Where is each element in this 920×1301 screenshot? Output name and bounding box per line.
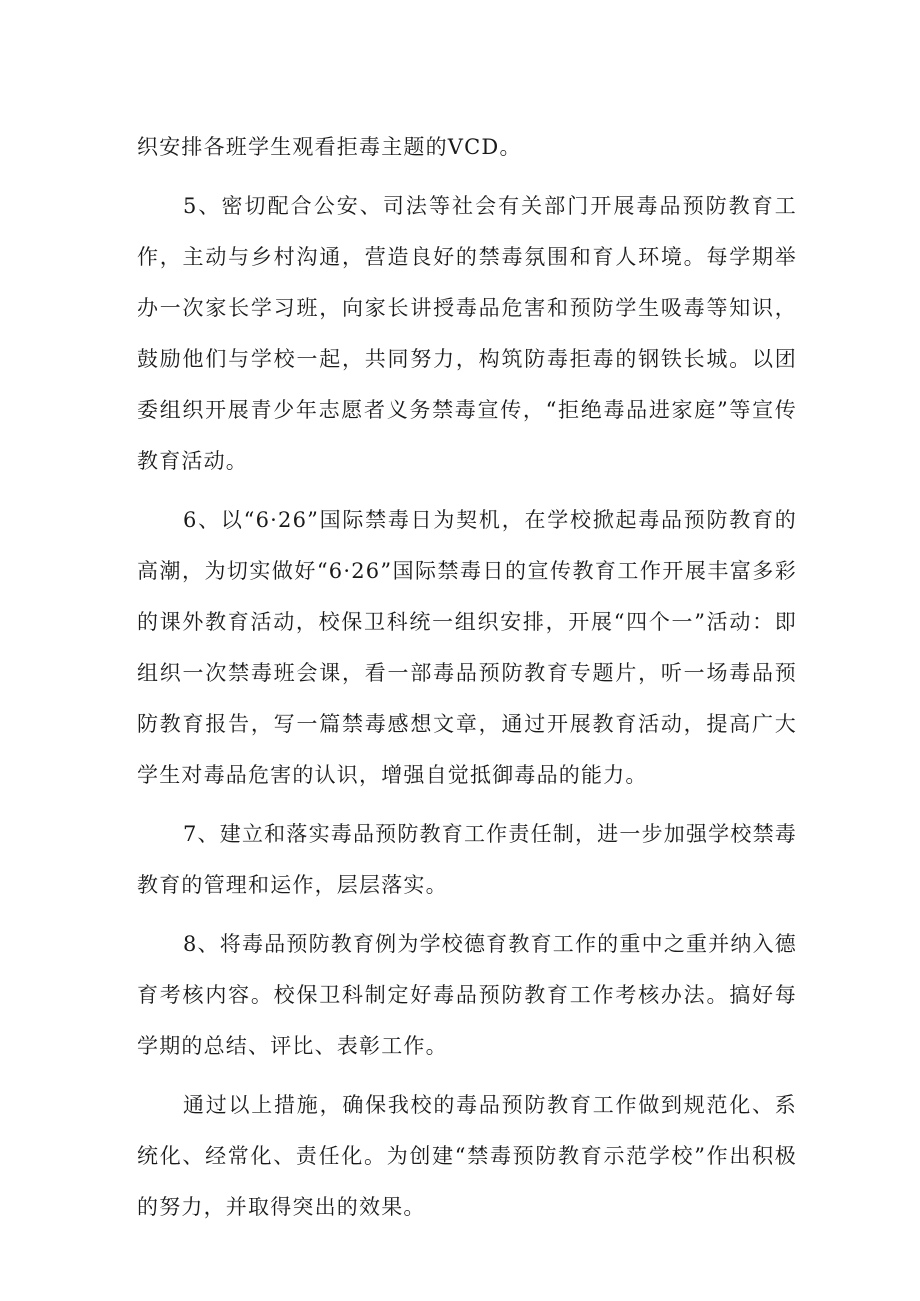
paragraph-continuation: 织安排各班学生观看拒毒主题的VCD。 [137, 135, 522, 159]
paragraph-item-7: 7、建立和落实毒品预防教育工作责任制，进一步加强学校禁毒教育的管理和运作，层层落实。 [137, 822, 797, 897]
document-body [137, 122, 797, 1233]
paragraph-conclusion: 通过以上措施，确保我校的毒品预防教育工作做到规范化、系统化、经常化、责任化。为创建“禁毒预防教育示范学校”作出积极的努力，并取得突出的效果。 [137, 1093, 797, 1219]
paragraph-item-8: 8、将毒品预防教育例为学校德育教育工作的重中之重并纳入德育考核内容。校保卫科制定好毒品预防教育工作考核办法。搞好每学期的总结、评比、表彰工作。 [137, 932, 797, 1058]
paragraph-item-6: 6、以“6·26”国际禁毒日为契机，在学校掀起毒品预防教育的高潮，为切实做好“6·26”国际禁毒日的宣传教育工作开展丰富多彩的课外教育活动，校保卫科统一组织安排，开展“四个一”活动：即组织一次禁毒班会课，看一部毒品预防教育专题片，听一场毒品预防教育报告，写一篇禁毒感想文章，通过开展教育活动，提高广大学生对毒品危害的认识，增强自觉抵御毒品的能力。 [137, 508, 797, 787]
paragraph-item-5: 5、密切配合公安、司法等社会有关部门开展毒品预防教育工作，主动与乡村沟通，营造良好的禁毒氛围和育人环境。每学期举办一次家长学习班，向家长讲授毒品危害和预防学生吸毒等知识，鼓励他们与学校一起，共同努力，构筑防毒拒毒的钢铁长城。以团委组织开展青少年志愿者义务禁毒宣传，“拒绝毒品进家庭”等宣传教育活动。 [137, 194, 797, 473]
